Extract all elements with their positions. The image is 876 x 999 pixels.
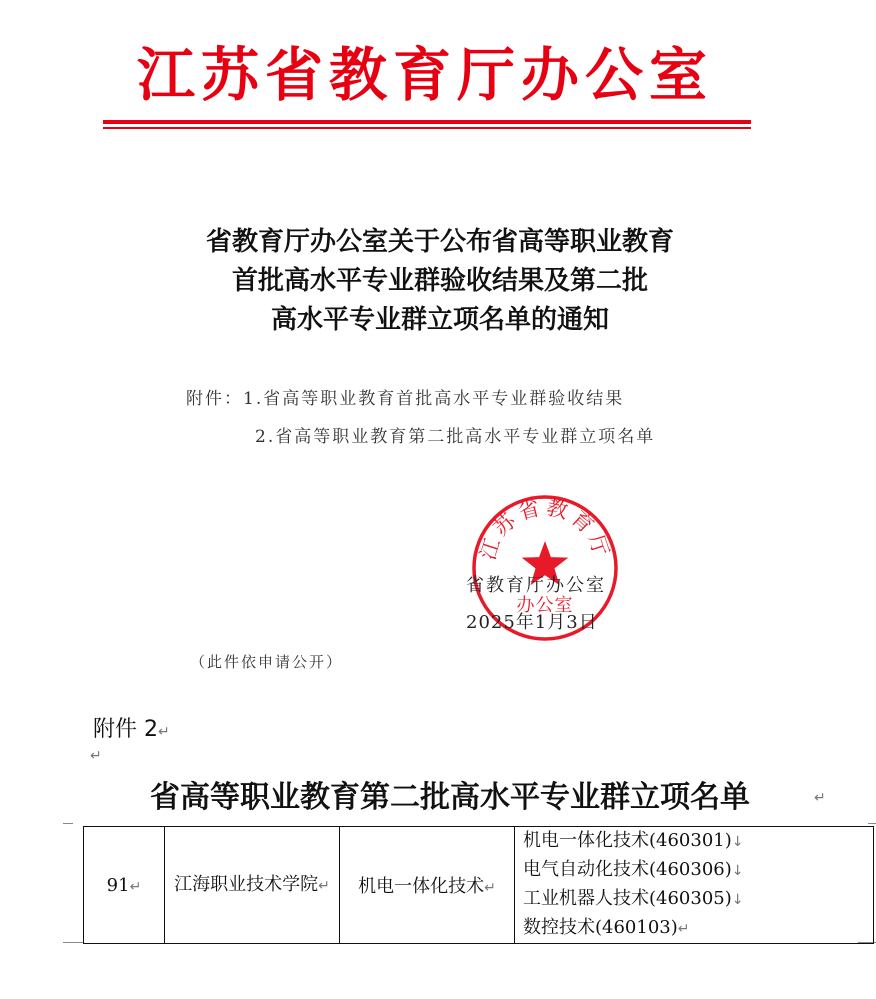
notice-title-line-1: 省教育厅办公室关于公布省高等职业教育 xyxy=(205,227,674,257)
seal-arc-text: 江苏省教育厅 xyxy=(475,495,615,563)
paragraph-mark: ↵ xyxy=(90,748,102,764)
paragraph-mark: ↵ xyxy=(318,877,330,894)
major-name: 电气自动化技术(460306) xyxy=(523,859,732,880)
disclosure-note: （此件依申请公开） xyxy=(190,653,344,671)
paragraph-mark: ↵ xyxy=(158,724,170,740)
seal-bottom-text: 办公室 xyxy=(516,595,574,616)
annex-label-text: 附件 2 xyxy=(93,717,158,742)
group-cell xyxy=(340,827,515,944)
paragraph-mark: ↵ xyxy=(677,921,690,937)
paragraph-mark: ↵ xyxy=(129,878,142,895)
major-name: 工业机器人技术(460305) xyxy=(523,888,732,909)
major-item xyxy=(523,827,873,856)
signatory: 省教育厅办公室 xyxy=(466,575,606,596)
annex-label xyxy=(93,712,170,743)
major-item xyxy=(523,856,873,885)
list-title: 省高等职业教育第二批高水平专业群立项名单 xyxy=(150,780,750,815)
row-number: 91 xyxy=(106,874,130,896)
attachment-item-1: 1.省高等职业教育首批高水平专业群验收结果 xyxy=(243,389,625,409)
notice-title-line-3: 高水平专业群立项名单的通知 xyxy=(270,305,609,335)
crop-mark xyxy=(868,823,876,824)
school-name: 江海职业技术学院 xyxy=(174,873,319,895)
issue-date: 2025年1月3日 xyxy=(466,612,598,633)
notice-title-line-2: 首批高水平专业群验收结果及第二批 xyxy=(231,266,648,296)
table-row xyxy=(84,827,874,944)
crop-mark xyxy=(63,942,83,943)
majors-cell xyxy=(515,827,874,944)
specialty-group-table xyxy=(83,826,874,944)
major-name: 数控技术(460103) xyxy=(523,917,678,938)
attachment-item-2: 2.省高等职业教育第二批高水平专业群立项名单 xyxy=(255,427,656,447)
major-name: 机电一体化技术(460301) xyxy=(523,830,732,851)
attachment-line-1 xyxy=(186,387,624,411)
line-break-mark: ↓ xyxy=(731,834,744,850)
letterhead-divider-thick xyxy=(103,120,751,124)
paragraph-mark: ↵ xyxy=(814,790,826,806)
org-letterhead-title: 江苏省教育厅办公室 xyxy=(136,41,713,109)
major-item xyxy=(523,885,873,914)
school-cell xyxy=(165,827,340,944)
row-number-cell xyxy=(84,827,165,944)
major-item xyxy=(523,914,873,943)
line-break-mark: ↓ xyxy=(731,892,744,908)
paragraph-mark: ↵ xyxy=(484,880,496,896)
letterhead-divider-thin xyxy=(103,127,751,129)
attachment-prefix: 附件： xyxy=(186,389,243,409)
crop-mark xyxy=(63,823,73,824)
group-name: 机电一体化技术 xyxy=(358,876,485,897)
line-break-mark: ↓ xyxy=(731,863,744,879)
